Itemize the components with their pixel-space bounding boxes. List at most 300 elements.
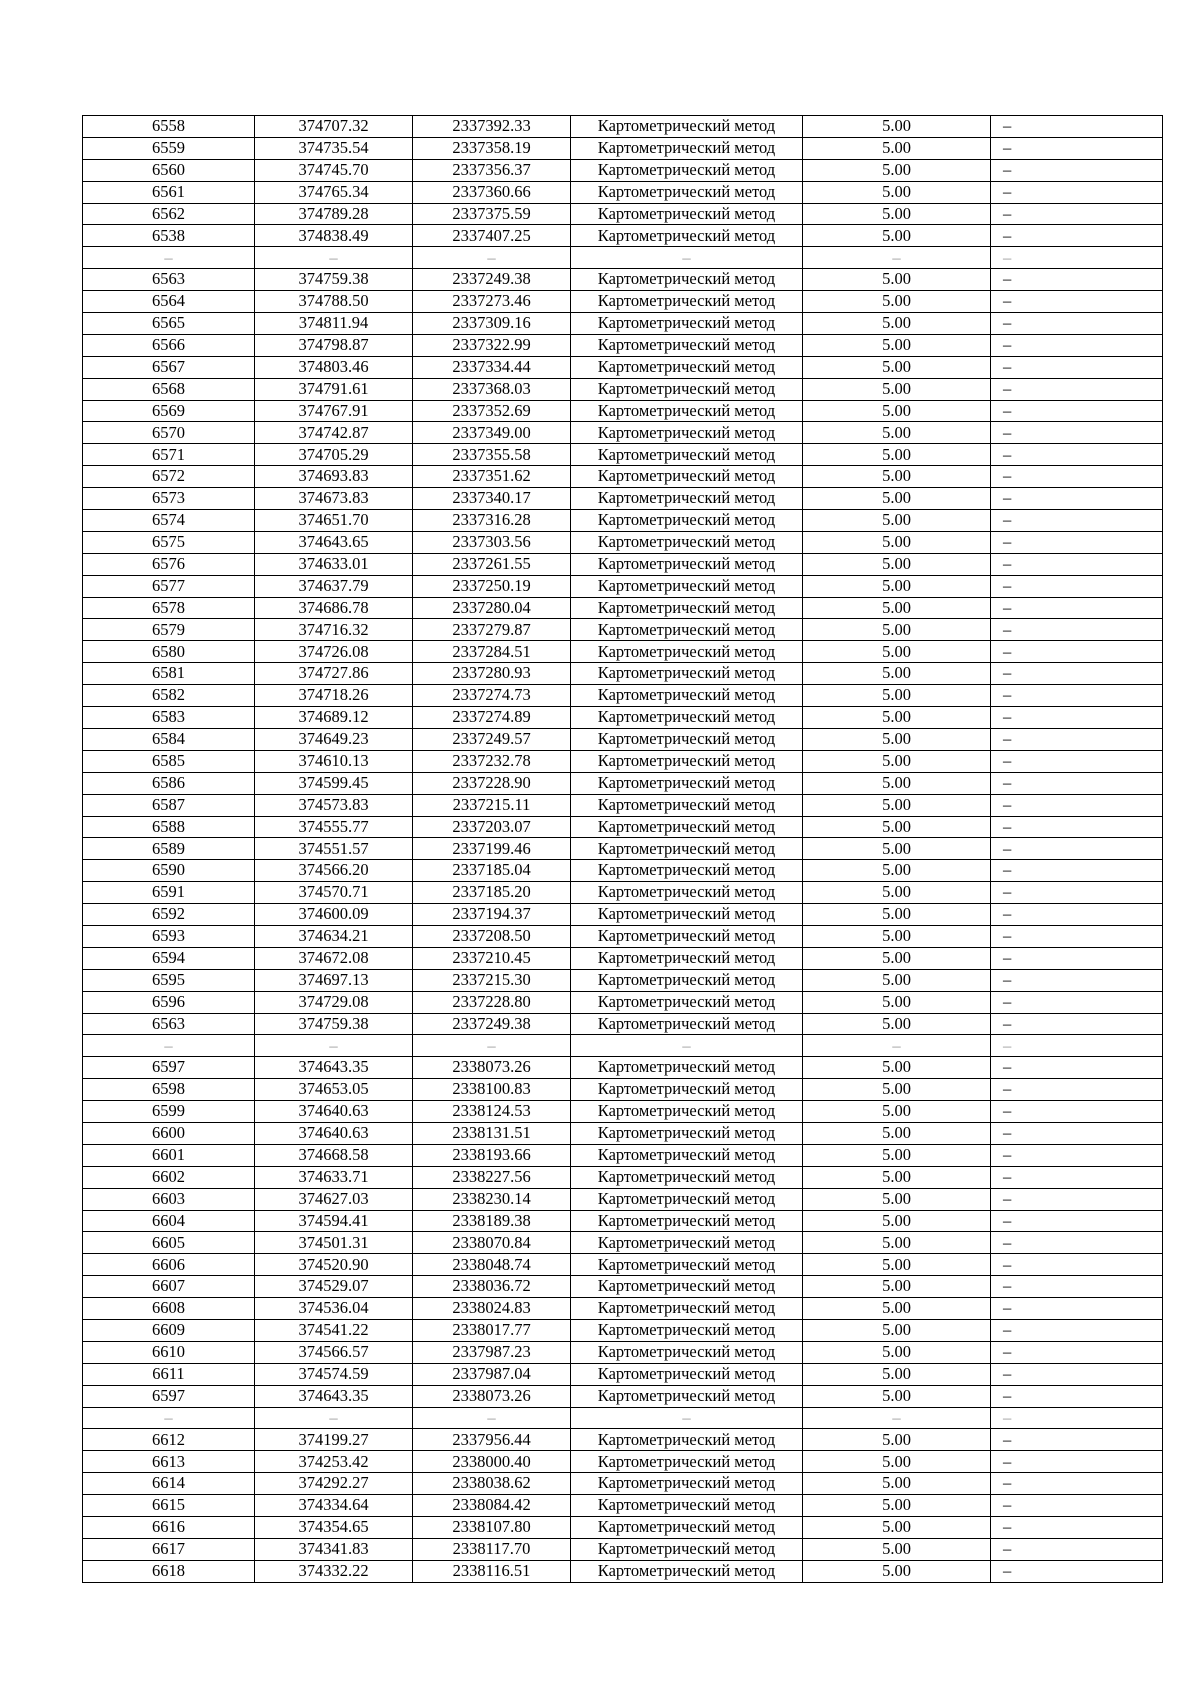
point-number-cell: 6565 [83,313,255,335]
accuracy-cell: 5.00 [803,1538,991,1560]
point-number-cell: 6589 [83,838,255,860]
table-row [83,1298,1163,1320]
accuracy-cell: 5.00 [803,1166,991,1188]
accuracy-cell: 5.00 [803,1517,991,1539]
method-cell: Картометрический метод [571,904,803,926]
x-coordinate-cell: 374332.22 [255,1560,413,1582]
accuracy-cell: 5.00 [803,728,991,750]
table-row [83,707,1163,729]
method-cell: Картометрический метод [571,181,803,203]
point-number-cell: 6571 [83,444,255,466]
accuracy-cell: 5.00 [803,269,991,291]
point-number-cell: 6538 [83,225,255,247]
method-cell: Картометрический метод [571,488,803,510]
x-coordinate-cell: 374745.70 [255,159,413,181]
accuracy-cell: 5.00 [803,1188,991,1210]
accuracy-cell: 5.00 [803,1319,991,1341]
accuracy-cell: 5.00 [803,772,991,794]
method-cell: Картометрический метод [571,269,803,291]
table-row [83,838,1163,860]
y-coordinate-cell: 2338084.42 [413,1495,571,1517]
note-cell: – [991,860,1163,882]
accuracy-cell: 5.00 [803,597,991,619]
accuracy-cell: 5.00 [803,291,991,313]
table-row [83,1495,1163,1517]
y-coordinate-cell: 2338100.83 [413,1079,571,1101]
method-cell: Картометрический метод [571,641,803,663]
table-row [83,488,1163,510]
table-row [83,597,1163,619]
accuracy-cell: 5.00 [803,444,991,466]
x-coordinate-cell: 374536.04 [255,1298,413,1320]
method-cell: Картометрический метод [571,291,803,313]
x-coordinate-cell: 374759.38 [255,269,413,291]
note-cell: – [991,1035,1163,1057]
y-coordinate-cell: 2337375.59 [413,203,571,225]
note-cell: – [991,1298,1163,1320]
x-coordinate-cell: 374643.35 [255,1385,413,1407]
method-cell: Картометрический метод [571,1144,803,1166]
y-coordinate-cell: 2337203.07 [413,816,571,838]
table-row [83,1122,1163,1144]
table-row [83,225,1163,247]
note-cell: – [991,444,1163,466]
x-coordinate-cell: 374759.38 [255,1013,413,1035]
accuracy-cell: 5.00 [803,882,991,904]
x-coordinate-cell: 374798.87 [255,334,413,356]
accuracy-cell: 5.00 [803,116,991,138]
point-number-cell: 6618 [83,1560,255,1582]
y-coordinate-cell: 2337250.19 [413,575,571,597]
table-row [83,1188,1163,1210]
table-row [83,1385,1163,1407]
y-coordinate-cell: 2337956.44 [413,1429,571,1451]
x-coordinate-cell: 374653.05 [255,1079,413,1101]
note-cell: – [991,816,1163,838]
y-coordinate-cell: 2337407.25 [413,225,571,247]
table-row [83,1538,1163,1560]
table-row [83,882,1163,904]
y-coordinate-cell: 2337987.04 [413,1363,571,1385]
y-coordinate-cell: 2337316.28 [413,510,571,532]
point-number-cell: 6609 [83,1319,255,1341]
accuracy-cell: 5.00 [803,1210,991,1232]
point-number-cell: 6596 [83,991,255,1013]
method-cell: Картометрический метод [571,1298,803,1320]
note-cell: – [991,378,1163,400]
table-row [83,466,1163,488]
y-coordinate-cell: 2338124.53 [413,1101,571,1123]
y-coordinate-cell: 2337392.33 [413,116,571,138]
method-cell: Картометрический метод [571,663,803,685]
accuracy-cell: 5.00 [803,685,991,707]
y-coordinate-cell: 2338017.77 [413,1319,571,1341]
x-coordinate-cell: 374707.32 [255,116,413,138]
method-cell: Картометрический метод [571,553,803,575]
method-cell: Картометрический метод [571,400,803,422]
x-coordinate-cell: 374354.65 [255,1517,413,1539]
y-coordinate-cell: 2338230.14 [413,1188,571,1210]
note-cell: – [991,772,1163,794]
x-coordinate-cell: 374767.91 [255,400,413,422]
y-coordinate-cell: 2337210.45 [413,947,571,969]
table-row [83,794,1163,816]
point-number-cell: 6613 [83,1451,255,1473]
note-cell: – [991,531,1163,553]
accuracy-cell: 5.00 [803,356,991,378]
y-coordinate-cell: 2338189.38 [413,1210,571,1232]
y-coordinate-cell: 2337360.66 [413,181,571,203]
x-coordinate-cell: 374555.77 [255,816,413,838]
y-coordinate-cell: 2337261.55 [413,553,571,575]
accuracy-cell: 5.00 [803,816,991,838]
x-coordinate-cell: 374501.31 [255,1232,413,1254]
x-coordinate-cell: 374791.61 [255,378,413,400]
y-coordinate-cell: 2337274.73 [413,685,571,707]
method-cell: Картометрический метод [571,991,803,1013]
accuracy-cell: 5.00 [803,575,991,597]
y-coordinate-cell: 2337185.04 [413,860,571,882]
table-row [83,553,1163,575]
y-coordinate-cell: 2337351.62 [413,466,571,488]
x-coordinate-cell: – [255,247,413,269]
x-coordinate-cell: 374729.08 [255,991,413,1013]
y-coordinate-cell: 2337208.50 [413,925,571,947]
x-coordinate-cell: 374292.27 [255,1473,413,1495]
x-coordinate-cell: 374735.54 [255,137,413,159]
x-coordinate-cell: 374643.35 [255,1057,413,1079]
note-cell: – [991,1538,1163,1560]
note-cell: – [991,1495,1163,1517]
x-coordinate-cell: 374573.83 [255,794,413,816]
y-coordinate-cell: 2337215.30 [413,969,571,991]
table-row [83,685,1163,707]
x-coordinate-cell: 374594.41 [255,1210,413,1232]
point-number-cell: 6586 [83,772,255,794]
note-cell: – [991,685,1163,707]
point-number-cell: 6615 [83,1495,255,1517]
y-coordinate-cell: 2338038.62 [413,1473,571,1495]
y-coordinate-cell: 2338193.66 [413,1144,571,1166]
point-number-cell: 6605 [83,1232,255,1254]
point-number-cell: 6607 [83,1276,255,1298]
y-coordinate-cell: 2338036.72 [413,1276,571,1298]
coordinates-table-body [83,116,1163,1583]
table-row [83,1013,1163,1035]
method-cell: Картометрический метод [571,116,803,138]
note-cell: – [991,422,1163,444]
point-number-cell: 6576 [83,553,255,575]
accuracy-cell: 5.00 [803,334,991,356]
y-coordinate-cell: 2337334.44 [413,356,571,378]
method-cell: Картометрический метод [571,925,803,947]
table-row [83,575,1163,597]
y-coordinate-cell: 2337987.23 [413,1341,571,1363]
x-coordinate-cell: 374640.63 [255,1122,413,1144]
accuracy-cell: 5.00 [803,641,991,663]
point-number-cell: 6602 [83,1166,255,1188]
point-number-cell: 6600 [83,1122,255,1144]
point-number-cell: 6591 [83,882,255,904]
accuracy-cell: 5.00 [803,794,991,816]
note-cell: – [991,553,1163,575]
accuracy-cell: 5.00 [803,1560,991,1582]
table-row [83,816,1163,838]
x-coordinate-cell: 374643.65 [255,531,413,553]
x-coordinate-cell: 374697.13 [255,969,413,991]
point-number-cell: 6610 [83,1341,255,1363]
method-cell: Картометрический метод [571,1057,803,1079]
point-number-cell: 6597 [83,1057,255,1079]
note-cell: – [991,466,1163,488]
note-cell: – [991,137,1163,159]
method-cell: Картометрический метод [571,1276,803,1298]
method-cell: Картометрический метод [571,816,803,838]
x-coordinate-cell: 374640.63 [255,1101,413,1123]
y-coordinate-cell: 2337249.38 [413,269,571,291]
table-row [83,1101,1163,1123]
note-cell: – [991,1363,1163,1385]
accuracy-cell: – [803,1407,991,1429]
x-coordinate-cell: 374649.23 [255,728,413,750]
coordinates-table [82,115,1163,1583]
x-coordinate-cell: 374566.20 [255,860,413,882]
x-coordinate-cell: 374718.26 [255,685,413,707]
point-number-cell: 6585 [83,750,255,772]
method-cell: Картометрический метод [571,1188,803,1210]
point-number-cell: 6577 [83,575,255,597]
table-row [83,356,1163,378]
x-coordinate-cell: 374693.83 [255,466,413,488]
accuracy-cell: 5.00 [803,203,991,225]
accuracy-cell: 5.00 [803,400,991,422]
point-number-cell: 6614 [83,1473,255,1495]
method-cell: Картометрический метод [571,707,803,729]
y-coordinate-cell: 2337232.78 [413,750,571,772]
y-coordinate-cell: 2337228.90 [413,772,571,794]
y-coordinate-cell: 2337358.19 [413,137,571,159]
x-coordinate-cell: 374637.79 [255,575,413,597]
accuracy-cell: 5.00 [803,969,991,991]
y-coordinate-cell: 2338131.51 [413,1122,571,1144]
point-number-cell: 6599 [83,1101,255,1123]
y-coordinate-cell: 2337273.46 [413,291,571,313]
x-coordinate-cell: 374789.28 [255,203,413,225]
accuracy-cell: 5.00 [803,1298,991,1320]
accuracy-cell: 5.00 [803,1276,991,1298]
note-cell: – [991,794,1163,816]
method-cell: Картометрический метод [571,510,803,532]
x-coordinate-cell: 374610.13 [255,750,413,772]
method-cell: Картометрический метод [571,356,803,378]
method-cell: Картометрический метод [571,1101,803,1123]
note-cell: – [991,1451,1163,1473]
note-cell: – [991,575,1163,597]
note-cell: – [991,1319,1163,1341]
table-row [83,991,1163,1013]
method-cell: Картометрический метод [571,794,803,816]
y-coordinate-cell: 2337322.99 [413,334,571,356]
y-coordinate-cell: 2337368.03 [413,378,571,400]
point-number-cell: 6588 [83,816,255,838]
y-coordinate-cell: 2337284.51 [413,641,571,663]
table-row [83,1473,1163,1495]
table-row [83,1254,1163,1276]
point-number-cell: – [83,247,255,269]
point-number-cell: 6560 [83,159,255,181]
note-cell: – [991,1166,1163,1188]
note-cell: – [991,969,1163,991]
method-cell: – [571,1407,803,1429]
point-number-cell: 6616 [83,1517,255,1539]
method-cell: Картометрический метод [571,750,803,772]
x-coordinate-cell: 374705.29 [255,444,413,466]
accuracy-cell: 5.00 [803,1473,991,1495]
method-cell: Картометрический метод [571,466,803,488]
method-cell: Картометрический метод [571,772,803,794]
y-coordinate-cell: 2338073.26 [413,1385,571,1407]
method-cell: Картометрический метод [571,1385,803,1407]
table-row [83,1560,1163,1582]
method-cell: Картометрический метод [571,1319,803,1341]
method-cell: Картометрический метод [571,225,803,247]
accuracy-cell: 5.00 [803,1363,991,1385]
note-cell: – [991,1079,1163,1101]
note-cell: – [991,1473,1163,1495]
method-cell: Картометрический метод [571,1254,803,1276]
y-coordinate-cell: 2337303.56 [413,531,571,553]
x-coordinate-cell: 374803.46 [255,356,413,378]
accuracy-cell: 5.00 [803,1057,991,1079]
note-cell: – [991,925,1163,947]
table-row [83,1276,1163,1298]
method-cell: Картометрический метод [571,1013,803,1035]
table-row [83,291,1163,313]
point-number-cell: 6567 [83,356,255,378]
point-number-cell: 6562 [83,203,255,225]
method-cell: Картометрический метод [571,969,803,991]
separator-row [83,247,1163,269]
x-coordinate-cell: 374520.90 [255,1254,413,1276]
accuracy-cell: 5.00 [803,159,991,181]
x-coordinate-cell: 374600.09 [255,904,413,926]
note-cell: – [991,159,1163,181]
x-coordinate-cell: 374651.70 [255,510,413,532]
table-row [83,203,1163,225]
note-cell: – [991,1407,1163,1429]
note-cell: – [991,313,1163,335]
note-cell: – [991,838,1163,860]
point-number-cell: 6608 [83,1298,255,1320]
note-cell: – [991,203,1163,225]
table-row [83,137,1163,159]
point-number-cell: 6603 [83,1188,255,1210]
y-coordinate-cell: – [413,1035,571,1057]
y-coordinate-cell: 2337274.89 [413,707,571,729]
x-coordinate-cell: 374726.08 [255,641,413,663]
note-cell: – [991,269,1163,291]
note-cell: – [991,1101,1163,1123]
table-row [83,619,1163,641]
x-coordinate-cell: 374727.86 [255,663,413,685]
note-cell: – [991,1232,1163,1254]
table-row [83,1341,1163,1363]
table-row [83,400,1163,422]
point-number-cell: 6558 [83,116,255,138]
note-cell: – [991,1429,1163,1451]
method-cell: – [571,247,803,269]
method-cell: Картометрический метод [571,1560,803,1582]
table-row [83,1429,1163,1451]
method-cell: Картометрический метод [571,947,803,969]
table-row [83,1166,1163,1188]
y-coordinate-cell: 2337309.16 [413,313,571,335]
point-number-cell: – [83,1035,255,1057]
table-row [83,641,1163,663]
x-coordinate-cell: 374673.83 [255,488,413,510]
accuracy-cell: 5.00 [803,1429,991,1451]
accuracy-cell: 5.00 [803,137,991,159]
method-cell: Картометрический метод [571,1341,803,1363]
point-number-cell: 6563 [83,269,255,291]
y-coordinate-cell: 2338117.70 [413,1538,571,1560]
note-cell: – [991,356,1163,378]
x-coordinate-cell: 374199.27 [255,1429,413,1451]
accuracy-cell: 5.00 [803,947,991,969]
y-coordinate-cell: 2337279.87 [413,619,571,641]
note-cell: – [991,619,1163,641]
table-row [83,750,1163,772]
accuracy-cell: 5.00 [803,838,991,860]
point-number-cell: 6578 [83,597,255,619]
accuracy-cell: – [803,1035,991,1057]
y-coordinate-cell: 2337199.46 [413,838,571,860]
x-coordinate-cell: 374599.45 [255,772,413,794]
y-coordinate-cell: 2338048.74 [413,1254,571,1276]
point-number-cell: 6568 [83,378,255,400]
accuracy-cell: 5.00 [803,1341,991,1363]
note-cell: – [991,641,1163,663]
method-cell: Картометрический метод [571,1122,803,1144]
note-cell: – [991,116,1163,138]
y-coordinate-cell: 2337356.37 [413,159,571,181]
point-number-cell: 6566 [83,334,255,356]
y-coordinate-cell: 2338024.83 [413,1298,571,1320]
y-coordinate-cell: 2337340.17 [413,488,571,510]
note-cell: – [991,663,1163,685]
accuracy-cell: 5.00 [803,750,991,772]
y-coordinate-cell: 2337249.38 [413,1013,571,1035]
table-row [83,181,1163,203]
table-row [83,1363,1163,1385]
table-row [83,159,1163,181]
y-coordinate-cell: 2337280.93 [413,663,571,685]
table-row [83,444,1163,466]
point-number-cell: 6587 [83,794,255,816]
accuracy-cell: 5.00 [803,181,991,203]
table-row [83,663,1163,685]
x-coordinate-cell: 374574.59 [255,1363,413,1385]
x-coordinate-cell: 374633.01 [255,553,413,575]
x-coordinate-cell: 374689.12 [255,707,413,729]
note-cell: – [991,1385,1163,1407]
x-coordinate-cell: 374551.57 [255,838,413,860]
point-number-cell: 6570 [83,422,255,444]
note-cell: – [991,947,1163,969]
separator-row [83,1407,1163,1429]
table-row [83,1057,1163,1079]
note-cell: – [991,1188,1163,1210]
